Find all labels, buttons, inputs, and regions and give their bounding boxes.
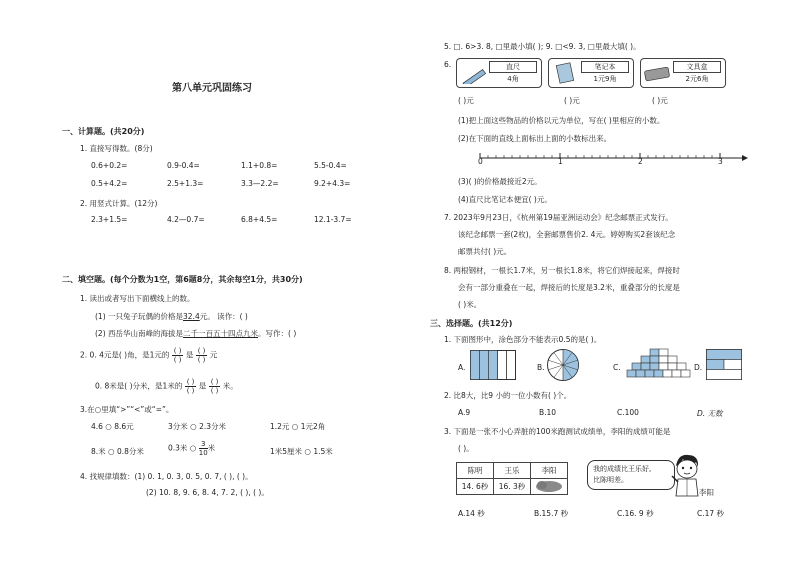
- c3-line2: ( )。: [458, 444, 474, 453]
- frac-den: 10: [198, 449, 208, 457]
- q1a-number: 32.4: [183, 312, 200, 321]
- frac-num: 3: [199, 440, 208, 449]
- frac-num: ( ): [197, 347, 206, 355]
- price-blank[interactable]: ( )元: [652, 96, 668, 105]
- price-blank[interactable]: ( )元: [564, 96, 580, 105]
- frac-den: ( ): [186, 387, 195, 395]
- q1a-post: 元。 读作：( ): [199, 312, 248, 321]
- q5: 5. □. 6>3. 8, □里最小填( ); 9. □<9. 3, □里最大填( )。: [444, 42, 641, 51]
- calc-item: 2.5+1.3=: [167, 179, 204, 188]
- compare-item: 4.6 ○ 8.6元: [91, 422, 134, 431]
- q6-4: (4)直尺比笔记本便宜( )元。: [458, 195, 552, 204]
- q7-line1: 7. 2023年9月23日，《杭州第19届亚洲运动会》纪念邮票正式发行。: [444, 213, 673, 222]
- item-price: 4角: [507, 75, 519, 83]
- compare-item: 1.2元 ○ 1元2角: [270, 422, 326, 431]
- calc-item: 6.8+4.5=: [241, 215, 278, 224]
- option-c-figure[interactable]: [626, 348, 692, 380]
- compare-item: [168, 440, 215, 457]
- item-price: 1元9角: [593, 75, 617, 83]
- c2-option[interactable]: C.100: [617, 408, 639, 417]
- fraction-blank: [196, 347, 208, 364]
- c3-option[interactable]: C.16. 9 秒: [617, 509, 654, 518]
- unit: 米: [207, 443, 216, 453]
- calc-item: 2.3+1.5=: [91, 215, 128, 224]
- ticks-group: [480, 153, 720, 158]
- is-text: 是: [198, 381, 207, 391]
- item-price: 2元6角: [685, 75, 709, 83]
- calc-item: 0.5+4.2=: [91, 179, 128, 188]
- table-row: [457, 463, 568, 479]
- s1-q2: 2. 用竖式计算。(12分): [80, 199, 158, 208]
- s2-q1b: [95, 328, 296, 339]
- axis-label: 3: [718, 157, 723, 166]
- c3-option[interactable]: B.15.7 秒: [534, 509, 569, 518]
- fraction-blank: [185, 378, 197, 395]
- q2a-pre: 2. 0. 4元是( )角，是1元的: [80, 350, 170, 360]
- section-2-heading: 二、填空题。(每个分数为1空，第6题8分，其余每空1分，共30分): [62, 275, 303, 284]
- calc-item: 4.2—0.7=: [167, 215, 205, 224]
- arrow-head: [742, 155, 748, 161]
- smudge-cell: [531, 479, 568, 495]
- is-text: 是: [185, 350, 194, 360]
- option-a-label[interactable]: A.: [458, 363, 466, 372]
- calc-item: 0.9-0.4=: [167, 161, 200, 170]
- frac-den: ( ): [210, 387, 219, 395]
- option-b-figure[interactable]: [546, 348, 580, 382]
- item-name: 笔记本: [581, 61, 629, 73]
- s1-q1: 1. 直接写得数。(8分): [80, 144, 153, 153]
- c3-line1: 3. 下面是一张不小心弄脏的100米跑测试成绩单，李阳的成绩可能是: [444, 427, 671, 436]
- frac-den: ( ): [197, 356, 206, 364]
- s2-q2a: [80, 347, 217, 364]
- option-d-label[interactable]: D.: [694, 363, 703, 372]
- ruler-icon: [460, 62, 488, 84]
- s2-q4a: 4. 找规律填数：(1) 0. 1, 0. 3, 0. 5, 0. 7, ( ), ( )。: [80, 472, 253, 481]
- s2-q1a: [95, 311, 248, 322]
- q7-line3: 邮票共付( )元。: [458, 247, 512, 256]
- q8-line2: 会有一部分重叠在一起，焊接后的长度是3.2米，重叠部分的长度是: [458, 283, 680, 292]
- price-blank[interactable]: ( )元: [458, 96, 474, 105]
- table-cell: 14. 6秒: [457, 479, 494, 495]
- section-1-heading: 一、计算题。(共20分): [62, 127, 145, 136]
- axis-label: 0: [478, 157, 483, 166]
- table-row: [457, 479, 568, 495]
- option-d-figure[interactable]: [706, 349, 742, 381]
- axis-label: 1: [558, 157, 563, 166]
- q8-line3: ( )米。: [458, 300, 482, 309]
- pencil-case-card: [640, 58, 726, 88]
- option-a-figure[interactable]: [470, 350, 516, 380]
- compare-left: 0.3米 ○: [168, 443, 197, 453]
- q2b-pre: 0. 8米是( )分米，是1米的: [95, 381, 183, 391]
- calc-item: 0.6+0.2=: [91, 161, 128, 170]
- score-table: [456, 462, 568, 495]
- q8-line1: 8. 两根钢材，一根长1.7米，另一根长1.8米，将它们焊接起来，焊接时: [444, 266, 680, 275]
- c1: 1. 下面图形中，涂色部分不能表示0.5的是( )。: [444, 335, 602, 344]
- q1b-post: 。写作：( ): [258, 329, 297, 338]
- frac-num: ( ): [173, 347, 182, 355]
- s2-q1: 1. 读出或者写出下面横线上的数。: [80, 294, 195, 303]
- s2-q3: 3.在○里填“>”“<”或“=”。: [80, 405, 174, 414]
- q6-3: (3)( )的价格最接近2元。: [458, 177, 542, 186]
- ruler-card: [456, 58, 542, 88]
- section-3-heading: 三、选择题。(共12分): [430, 319, 513, 328]
- page-title: 第八单元巩固练习: [172, 83, 252, 94]
- c2-option[interactable]: A.9: [458, 408, 471, 417]
- option-c-label[interactable]: C.: [613, 363, 621, 372]
- q1a-pre: (1) 一只兔子玩偶的价格是: [95, 312, 184, 321]
- number-line: [474, 150, 754, 174]
- calc-item: 9.2+4.3=: [314, 179, 351, 188]
- table-cell: 陈明: [457, 463, 494, 479]
- c3-option[interactable]: A.14 秒: [458, 509, 485, 518]
- bubble-line: 我的成绩比王乐好,: [593, 465, 652, 473]
- speech-bubble: [587, 460, 675, 490]
- calc-item: 5.5-0.4=: [314, 161, 347, 170]
- calc-item: 12.1-3.7=: [314, 215, 352, 224]
- q6-1: (1)把上面这些物品的价格以元为单位，写在( )里相应的小数。: [458, 116, 665, 125]
- s2-q4b: (2) 10. 8, 9. 6, 8. 4, 7. 2, ( ), ( )。: [146, 488, 269, 497]
- notebook-icon: [552, 61, 580, 85]
- table-cell: 李阳: [531, 463, 568, 479]
- item-name: 文具盒: [673, 61, 721, 73]
- c2: 2. 比8大，比9 小的一位小数有( )个。: [444, 391, 572, 400]
- q6-2: (2)在下面的直线上面标出上面的小数标出来。: [458, 134, 612, 143]
- table-cell: 16. 3秒: [494, 479, 531, 495]
- q2b-post: 米。: [222, 381, 238, 391]
- bubble-line: 比陈明差。: [593, 476, 628, 484]
- q2a-post: 元: [209, 350, 218, 360]
- fraction-blank: [172, 347, 184, 364]
- q1b-number: 二千一百五十四点九米: [183, 329, 259, 338]
- calc-item: 3.3—2.2=: [241, 179, 279, 188]
- s2-q2b: [95, 378, 238, 395]
- frac-num: ( ): [210, 378, 219, 386]
- item-name: 直尺: [489, 61, 537, 73]
- kid-name: 李阳: [699, 488, 714, 497]
- c2-option[interactable]: D. 无数: [697, 409, 723, 418]
- calc-item: 1.1+0.8=: [241, 161, 278, 170]
- c3-option[interactable]: C.17 秒: [697, 509, 725, 518]
- table-cell: 王乐: [494, 463, 531, 479]
- q1b-pre: (2) 西岳华山南峰的海拔是: [95, 329, 184, 338]
- frac-num: ( ): [186, 378, 195, 386]
- compare-item: 8.米 ○ 0.8分米: [91, 447, 144, 456]
- frac-den: ( ): [173, 356, 182, 364]
- ink-smudge-icon: [534, 480, 564, 493]
- pencil-case-icon: [643, 61, 671, 85]
- option-b-label[interactable]: B.: [537, 363, 545, 372]
- compare-item: 3分米 ○ 2.3分米: [168, 422, 227, 431]
- compare-item: 1米5厘米 ○ 1.5米: [270, 447, 333, 456]
- q7-line2: 该纪念邮票一套(2枚)，全套邮票售价2. 4元。婷婷购买2套该纪念: [458, 230, 676, 239]
- c2-option[interactable]: B.10: [539, 408, 557, 417]
- fraction: [199, 440, 208, 457]
- notebook-card: [548, 58, 634, 88]
- q6-number: 6.: [444, 60, 452, 69]
- fraction-blank: [209, 378, 221, 395]
- axis-label: 2: [638, 157, 643, 166]
